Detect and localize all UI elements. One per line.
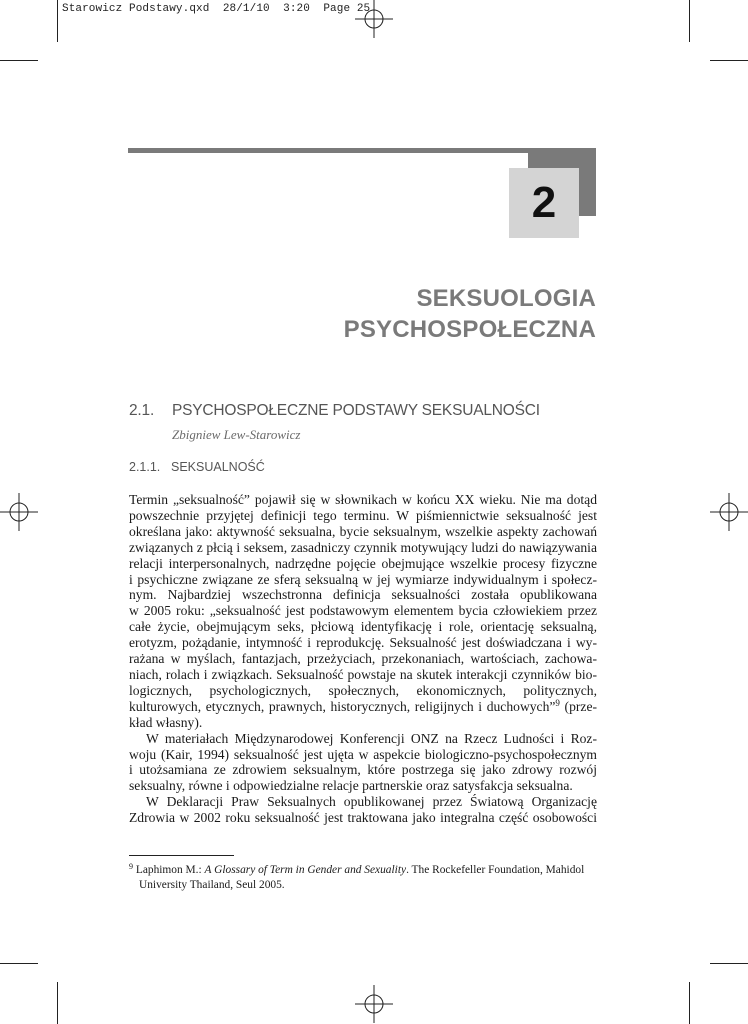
body-line: niach, rolach i związkach. Seksualność powstaje na skutek interakcji czynników bio- bbox=[129, 666, 597, 682]
footnote-number: 9 bbox=[129, 862, 133, 871]
crop-mark bbox=[0, 963, 38, 964]
body-line: i utożsamiana ze zdrowiem seksualnym, które postrzega się jako zdrowy rozwój bbox=[129, 762, 597, 778]
chapter-title bbox=[344, 283, 596, 345]
body-line: W Deklaracji Praw Seksualnych opublikowanej przez Światową Organizację bbox=[146, 794, 597, 810]
crop-mark bbox=[689, 0, 690, 42]
footnote-author: Laphimon M.: bbox=[135, 864, 205, 876]
body-line: rażana w myślach, fantazjach, przeżyciach, przekonaniach, wartościach, zachowa- bbox=[129, 651, 597, 667]
chapter-title-line: PSYCHOSPOŁECZNA bbox=[343, 316, 596, 343]
subsection-title: SEKSUALNOŚĆ bbox=[171, 460, 265, 474]
body-line: seksualny, równe i odpowiedzialne relacje partnerskie oraz satysfakcja seksualna. bbox=[129, 778, 573, 794]
footnote-rule bbox=[129, 855, 234, 856]
body-line: W materiałach Międzynarodowej Konferencji ONZ na Rzecz Ludności i Roz- bbox=[146, 730, 597, 746]
body-line: w 2005 roku: „seksualność jest podstawowym elementem bycia człowiekiem przez bbox=[129, 603, 597, 619]
crop-mark bbox=[710, 60, 748, 61]
registration-mark-icon bbox=[355, 0, 393, 38]
body-line-text: (prze- bbox=[559, 698, 597, 714]
body-line: Termin „seksualność” pojawił się w słownikach w końcu XX wieku. Nie ma dotąd bbox=[129, 492, 597, 507]
crop-mark bbox=[689, 982, 690, 1024]
section-number: 2.1. bbox=[129, 402, 155, 419]
section-title: PSYCHOSPOŁECZNE PODSTAWY SEKSUALNOŚCI bbox=[172, 402, 540, 419]
footnote-line-2: University Thailand, Seul 2005. bbox=[139, 879, 285, 891]
body-line: kład własny). bbox=[129, 714, 203, 730]
chapter-number: 2 bbox=[509, 168, 579, 238]
body-line: nym. Najbardziej wszechstronna definicja seksualności została opublikowana bbox=[129, 587, 597, 603]
footnote-title: A Glossary of Term in Gender and Sexuality bbox=[204, 864, 407, 876]
crop-mark bbox=[0, 60, 38, 61]
footnote bbox=[129, 863, 599, 893]
body-line: powszechnie przyjętej definicji tego terminu. W piśmiennictwie seksualność jest bbox=[129, 507, 597, 523]
crop-mark bbox=[710, 963, 748, 964]
crop-mark bbox=[57, 0, 58, 42]
print-slug: Starowicz Podstawy.qxd 28/1/10 3:20 Page 25 bbox=[62, 3, 371, 15]
registration-mark-icon bbox=[355, 985, 393, 1023]
body-line: określana jako: aktywność seksualna, bycie seksualnym, wszelkie aspekty zachowań bbox=[129, 523, 597, 539]
footnote-publisher: . The Rockefeller Foundation, Mahidol bbox=[406, 864, 585, 876]
footnote-reference: 9 bbox=[555, 697, 560, 708]
body-line: woju (Kair, 1994) seksualność jest ujęta w aspekcie biologiczno-psychospołecznym bbox=[129, 746, 597, 762]
registration-mark-icon bbox=[0, 493, 38, 531]
body-line: logicznych, psychologicznych, społecznych, ekonomicznych, politycznych, bbox=[129, 682, 597, 698]
body-line: i psychiczne związane ze sferą seksualną w jej wymiarze indywidualnym i społecz- bbox=[129, 571, 597, 587]
subsection-number: 2.1.1. bbox=[129, 460, 161, 474]
body-text bbox=[129, 492, 597, 826]
section-author: Zbigniew Lew-Starowicz bbox=[172, 427, 301, 442]
chapter-title-line: SEKSUOLOGIA bbox=[416, 285, 596, 312]
chapter-rule bbox=[128, 148, 580, 153]
body-line: całe życie, obejmującym seks, płciową identyfikację i role, orientację seksualną, bbox=[129, 619, 597, 635]
section-heading bbox=[129, 402, 540, 420]
body-line-text: kulturowych, etycznych, prawnych, historycznych, religijnych i duchowych” bbox=[129, 698, 556, 714]
body-line bbox=[129, 699, 597, 715]
body-line: relacji interpersonalnych, nadrzędne pojęcie obejmujące wszelkie procesy fizyczne bbox=[129, 555, 597, 571]
registration-mark-icon bbox=[710, 493, 748, 531]
subsection-heading bbox=[129, 460, 265, 474]
body-line: związanych z płcią i seksem, zasadniczy czynnik motywujący ludzi do nawiązywania bbox=[129, 539, 597, 555]
crop-mark bbox=[57, 982, 58, 1024]
body-line: erotyzm, pożądanie, intymność i reprodukcję. Seksualność jest doświadczana i wy- bbox=[129, 635, 597, 651]
body-line: Zdrowia w 2002 roku seksualność jest traktowana jako integralna część osobowości bbox=[129, 810, 597, 826]
